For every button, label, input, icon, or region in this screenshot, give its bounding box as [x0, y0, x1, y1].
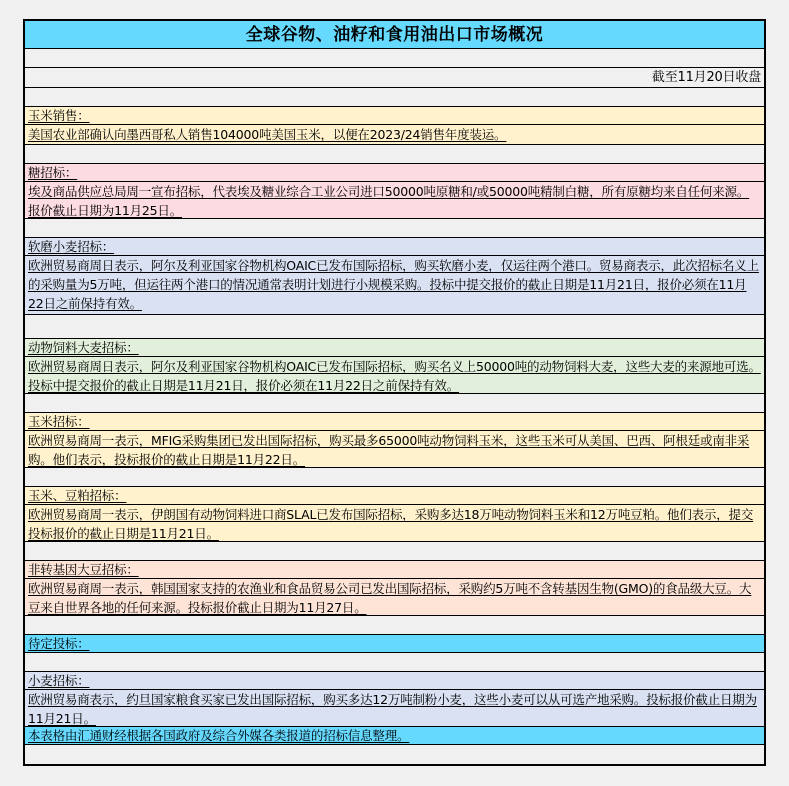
- pending-tenders-header: 待定投标：: [25, 635, 764, 653]
- empty-row: [25, 88, 764, 107]
- date-note: 截至11月20日收盘: [25, 68, 764, 88]
- section-label-feed-barley-tender: 动物饲料大麦招标：: [25, 339, 764, 357]
- section-text-corn-tender: 欧洲贸易商周一表示，MFIG采购集团已发出国际招标，购买最多65000吨动物饲料玉米，这些玉米可从美国、巴西、阿根廷或南非采购。他们表示，投标报价的截止日期是11月22日。: [25, 431, 764, 468]
- empty-row: [25, 542, 764, 561]
- empty-row: [25, 394, 764, 413]
- section-text-corn-sale: 美国农业部确认向墨西哥私人销售104000吨美国玉米，以便在2023/24销售年度装运。: [25, 125, 764, 145]
- empty-row: [25, 468, 764, 487]
- empty-row: [25, 745, 764, 764]
- footer-note: 本表格由汇通财经根据各国政府及综合外媒各类报道的招标信息整理。: [25, 727, 764, 745]
- section-label-corn-tender: 玉米招标：: [25, 413, 764, 431]
- section-text-soft-wheat-tender: 欧洲贸易商周日表示，阿尔及利亚国家谷物机构OAIC已发布国际招标，购买软磨小麦，仅运往两个港口。贸易商表示，此次招标名义上的采购量为5万吨，但运往两个港口的情况通常表明计划进行小规模采购。投标中提交报价的截止日期是11月21日，报价必须在11月22日之前保持有效。: [25, 256, 764, 315]
- empty-row: [25, 616, 764, 635]
- empty-row: [25, 315, 764, 339]
- empty-row: [25, 653, 764, 672]
- section-text-nongmo-soy-tender: 欧洲贸易商周一表示，韩国国家支持的农渔业和食品贸易公司已发出国际招标，采购约5万吨不含转基因生物(GMO)的食品级大豆。大豆来自世界各地的任何来源。投标报价截止日期为11月27日。: [25, 579, 764, 616]
- section-text-feed-barley-tender: 欧洲贸易商周日表示，阿尔及利亚国家谷物机构OAIC已发布国际招标，购买名义上50000吨的动物饲料大麦，这些大麦的来源地可选。投标中提交报价的截止日期是11月21日，报价必须在11月22日之前保持有效。: [25, 357, 764, 394]
- section-label-nongmo-soy-tender: 非转基因大豆招标：: [25, 561, 764, 579]
- section-text-sugar-tender: 埃及商品供应总局周一宣布招标，代表埃及糖业综合工业公司进口50000吨原糖和/或50000吨精制白糖，所有原糖均来自任何来源。报价截止日期为11月25日。: [25, 182, 764, 219]
- pending-label-wheat-tender: 小麦招标：: [25, 672, 764, 690]
- spreadsheet: [23, 19, 766, 766]
- section-label-corn-soymeal-tender: 玉米、豆粕招标：: [25, 487, 764, 505]
- empty-row: [25, 145, 764, 164]
- section-label-soft-wheat-tender: 软磨小麦招标：: [25, 238, 764, 256]
- section-label-sugar-tender: 糖招标：: [25, 164, 764, 182]
- sheet-title: 全球谷物、油籽和食用油出口市场概况: [25, 21, 764, 49]
- empty-row: [25, 219, 764, 238]
- section-text-corn-soymeal-tender: 欧洲贸易商周一表示，伊朗国有动物饲料进口商SLAL已发布国际招标，采购多达18万吨动物饲料玉米和12万吨豆粕。他们表示，提交投标报价的截止日期是11月21日。: [25, 505, 764, 542]
- pending-text-wheat-tender: 欧洲贸易商表示，约旦国家粮食买家已发出国际招标，购买多达12万吨制粉小麦，这些小麦可以从可选产地采购。投标报价截止日期为11月21日。: [25, 690, 764, 727]
- empty-row: [25, 49, 764, 68]
- section-label-corn-sale: 玉米销售：: [25, 107, 764, 125]
